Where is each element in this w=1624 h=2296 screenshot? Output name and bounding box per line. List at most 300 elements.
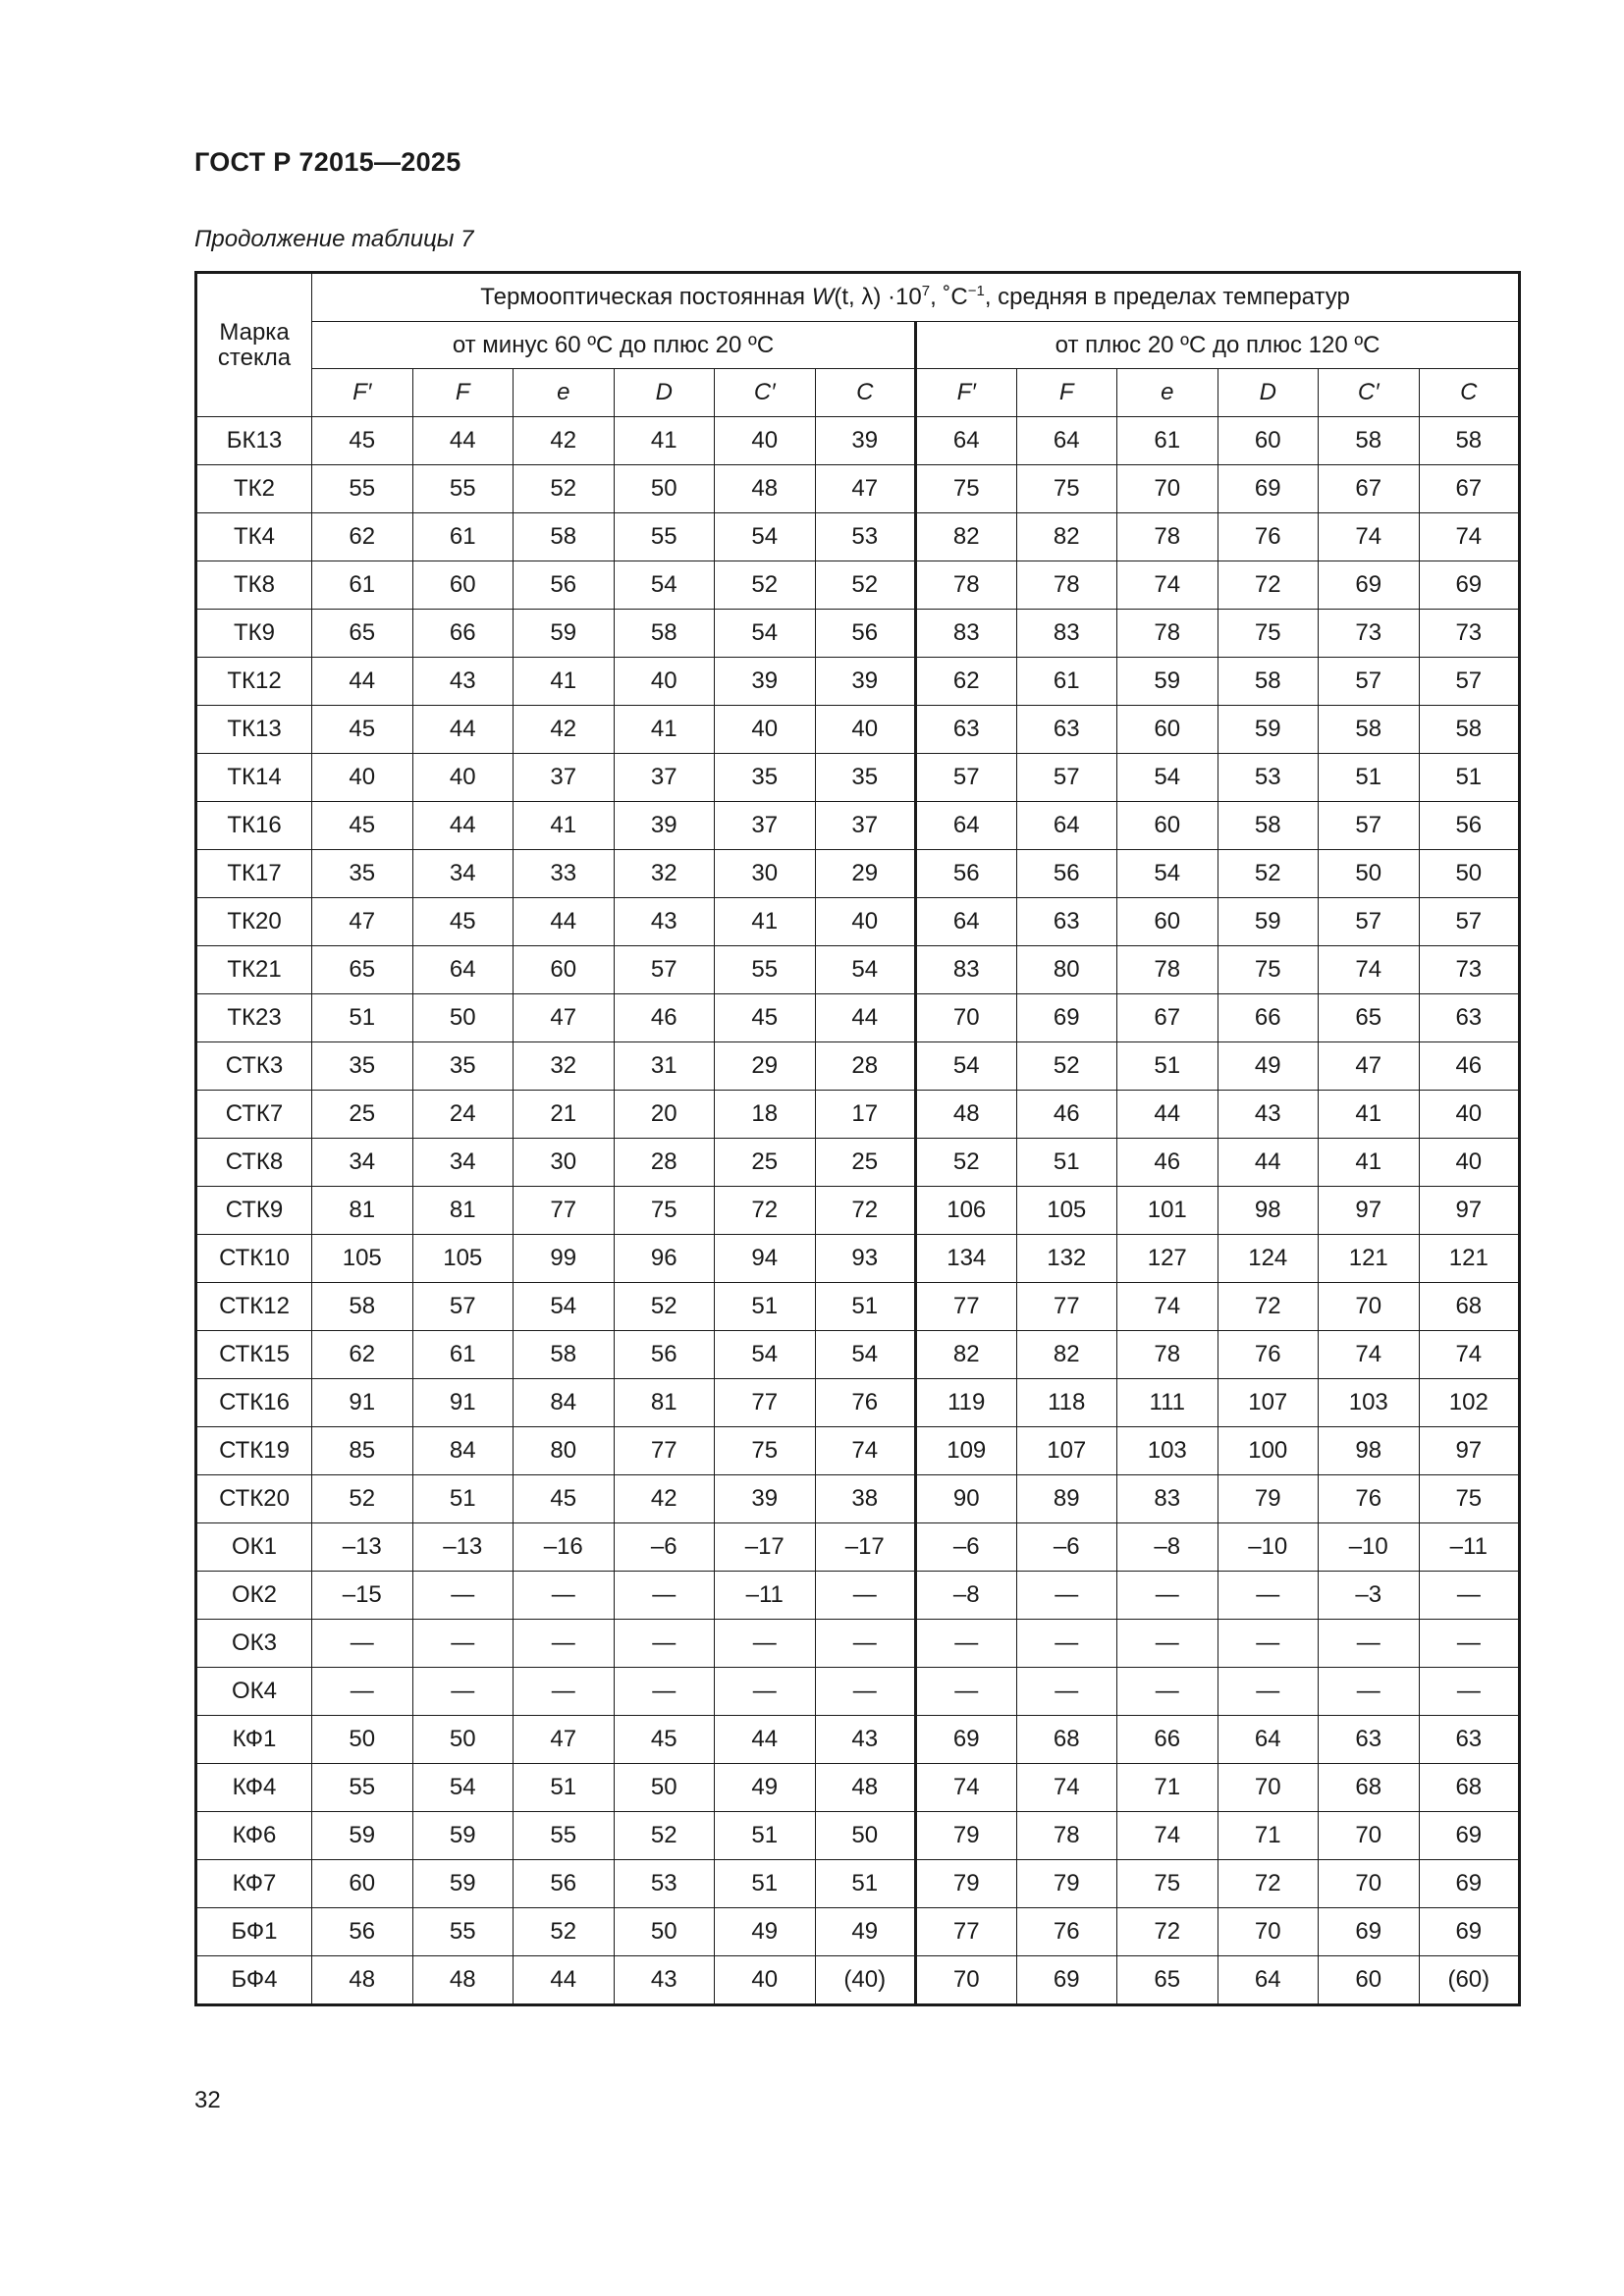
value-cell: 101 <box>1117 1187 1218 1235</box>
value-cell: 52 <box>614 1812 715 1860</box>
value-cell: 64 <box>916 417 1017 465</box>
value-cell: 65 <box>312 610 413 658</box>
value-cell: 83 <box>1117 1475 1218 1523</box>
glass-grade-cell: ТК12 <box>196 658 312 706</box>
value-cell: 50 <box>412 994 514 1042</box>
value-cell: 39 <box>815 658 916 706</box>
document-code: ГОСТ Р 72015—2025 <box>194 147 461 177</box>
value-cell: 57 <box>1016 754 1117 802</box>
value-cell: 43 <box>1218 1091 1319 1139</box>
value-cell: 42 <box>614 1475 715 1523</box>
value-cell: — <box>1218 1668 1319 1716</box>
value-cell: 57 <box>916 754 1017 802</box>
table-row <box>196 1620 1520 1668</box>
spectral-line-header: e <box>1117 369 1218 417</box>
table-header-row-title <box>196 273 1520 322</box>
value-cell: 76 <box>1218 1331 1319 1379</box>
value-cell: –17 <box>715 1523 816 1572</box>
table-row <box>196 802 1520 850</box>
value-cell: 69 <box>1419 561 1520 610</box>
value-cell: –6 <box>1016 1523 1117 1572</box>
value-cell: 59 <box>1117 658 1218 706</box>
value-cell: 82 <box>916 513 1017 561</box>
value-cell: 52 <box>514 1908 615 1956</box>
value-cell: 46 <box>1419 1042 1520 1091</box>
value-cell: 74 <box>1319 946 1420 994</box>
value-cell: 64 <box>1218 1716 1319 1764</box>
value-cell: 54 <box>1117 850 1218 898</box>
value-cell: 55 <box>614 513 715 561</box>
value-cell: 40 <box>1419 1139 1520 1187</box>
value-cell: 56 <box>1419 802 1520 850</box>
value-cell: 107 <box>1016 1427 1117 1475</box>
glass-grade-cell: ОК3 <box>196 1620 312 1668</box>
value-cell: 79 <box>1016 1860 1117 1908</box>
value-cell: –3 <box>1319 1572 1420 1620</box>
table-row <box>196 898 1520 946</box>
value-cell: 74 <box>1419 513 1520 561</box>
glass-grade-cell: ТК23 <box>196 994 312 1042</box>
value-cell: 55 <box>715 946 816 994</box>
value-cell: 38 <box>815 1475 916 1523</box>
value-cell: 64 <box>916 802 1017 850</box>
value-cell: 28 <box>614 1139 715 1187</box>
glass-grade-cell: ТК20 <box>196 898 312 946</box>
value-cell: 67 <box>1117 994 1218 1042</box>
value-cell: 68 <box>1419 1283 1520 1331</box>
value-cell: 51 <box>815 1860 916 1908</box>
value-cell: 60 <box>514 946 615 994</box>
value-cell: 51 <box>1016 1139 1117 1187</box>
value-cell: 35 <box>815 754 916 802</box>
value-cell: 41 <box>514 802 615 850</box>
value-cell: 57 <box>1319 658 1420 706</box>
value-cell: 56 <box>312 1908 413 1956</box>
value-cell: 40 <box>715 1956 816 2005</box>
value-cell: 124 <box>1218 1235 1319 1283</box>
value-cell: 47 <box>514 994 615 1042</box>
value-cell: 121 <box>1319 1235 1420 1283</box>
value-cell: 35 <box>312 850 413 898</box>
value-cell: 49 <box>1218 1042 1319 1091</box>
value-cell: 20 <box>614 1091 715 1139</box>
table-row <box>196 946 1520 994</box>
value-cell: 40 <box>815 898 916 946</box>
value-cell: 59 <box>1218 898 1319 946</box>
value-cell: — <box>614 1668 715 1716</box>
value-cell: 30 <box>514 1139 615 1187</box>
value-cell: 71 <box>1218 1812 1319 1860</box>
value-cell: 37 <box>715 802 816 850</box>
value-cell: 66 <box>412 610 514 658</box>
value-cell: 64 <box>1016 802 1117 850</box>
table-row <box>196 1235 1520 1283</box>
value-cell: 69 <box>1419 1908 1520 1956</box>
glass-grade-header: Марка стекла <box>196 273 312 417</box>
title-unit-exponent: −1 <box>967 283 985 299</box>
value-cell: 51 <box>1319 754 1420 802</box>
value-cell: 40 <box>715 417 816 465</box>
table-row <box>196 1764 1520 1812</box>
value-cell: — <box>1319 1620 1420 1668</box>
title-suffix: , средняя в пределах температур <box>984 284 1350 310</box>
value-cell: 91 <box>312 1379 413 1427</box>
value-cell: — <box>614 1572 715 1620</box>
value-cell: — <box>1016 1572 1117 1620</box>
value-cell: 83 <box>916 610 1017 658</box>
value-cell: 74 <box>815 1427 916 1475</box>
value-cell: 45 <box>412 898 514 946</box>
value-cell: 69 <box>1419 1860 1520 1908</box>
glass-grade-cell: КФ6 <box>196 1812 312 1860</box>
value-cell: –16 <box>514 1523 615 1572</box>
value-cell: 64 <box>1016 417 1117 465</box>
value-cell: 78 <box>1117 610 1218 658</box>
value-cell: –11 <box>715 1572 816 1620</box>
value-cell: 47 <box>815 465 916 513</box>
title-multiplier: ·10 <box>881 284 922 310</box>
glass-grade-cell: БФ1 <box>196 1908 312 1956</box>
value-cell: 79 <box>1218 1475 1319 1523</box>
value-cell: 70 <box>1319 1860 1420 1908</box>
glass-grade-cell: КФ7 <box>196 1860 312 1908</box>
value-cell: 55 <box>412 1908 514 1956</box>
value-cell: 71 <box>1117 1764 1218 1812</box>
value-cell: 75 <box>1218 610 1319 658</box>
value-cell: 41 <box>614 417 715 465</box>
value-cell: 45 <box>312 417 413 465</box>
value-cell: 63 <box>1016 898 1117 946</box>
value-cell: 132 <box>1016 1235 1117 1283</box>
value-cell: 43 <box>412 658 514 706</box>
value-cell: — <box>916 1668 1017 1716</box>
value-cell: 44 <box>514 1956 615 2005</box>
value-cell: 77 <box>916 1908 1017 1956</box>
value-cell: 75 <box>715 1427 816 1475</box>
value-cell: — <box>1117 1572 1218 1620</box>
value-cell: — <box>1218 1620 1319 1668</box>
table-row <box>196 850 1520 898</box>
table-row <box>196 1331 1520 1379</box>
value-cell: 70 <box>1319 1283 1420 1331</box>
value-cell: 57 <box>1419 898 1520 946</box>
value-cell: 44 <box>715 1716 816 1764</box>
table-body <box>196 417 1520 2005</box>
value-cell: — <box>412 1620 514 1668</box>
value-cell: –11 <box>1419 1523 1520 1572</box>
spectral-line-header: C′ <box>715 369 816 417</box>
value-cell: 42 <box>514 417 615 465</box>
value-cell: –6 <box>916 1523 1017 1572</box>
value-cell: 82 <box>916 1331 1017 1379</box>
value-cell: 55 <box>312 465 413 513</box>
value-cell: 39 <box>614 802 715 850</box>
value-cell: 54 <box>916 1042 1017 1091</box>
value-cell: 45 <box>614 1716 715 1764</box>
value-cell: 56 <box>514 1860 615 1908</box>
value-cell: 48 <box>312 1956 413 2005</box>
value-cell: 55 <box>514 1812 615 1860</box>
value-cell: — <box>412 1572 514 1620</box>
value-cell: 73 <box>1319 610 1420 658</box>
value-cell: 58 <box>1319 417 1420 465</box>
value-cell: 72 <box>1218 561 1319 610</box>
value-cell: 31 <box>614 1042 715 1091</box>
value-cell: 81 <box>614 1379 715 1427</box>
value-cell: 40 <box>412 754 514 802</box>
spectral-line-header: D <box>1218 369 1319 417</box>
value-cell: –17 <box>815 1523 916 1572</box>
spectral-line-header: C′ <box>1319 369 1420 417</box>
table-row <box>196 1860 1520 1908</box>
value-cell: 96 <box>614 1235 715 1283</box>
value-cell: 18 <box>715 1091 816 1139</box>
value-cell: 56 <box>1016 850 1117 898</box>
table-row <box>196 1572 1520 1620</box>
glass-grade-cell: СТК20 <box>196 1475 312 1523</box>
title-exponent: 7 <box>921 283 931 299</box>
value-cell: 51 <box>815 1283 916 1331</box>
value-cell: 66 <box>1218 994 1319 1042</box>
value-cell: 97 <box>1419 1187 1520 1235</box>
value-cell: 29 <box>715 1042 816 1091</box>
value-cell: 75 <box>916 465 1017 513</box>
value-cell: 52 <box>916 1139 1017 1187</box>
value-cell: 54 <box>514 1283 615 1331</box>
value-cell: 58 <box>1419 417 1520 465</box>
value-cell: 44 <box>514 898 615 946</box>
table-row <box>196 1091 1520 1139</box>
glass-grade-cell: ТК17 <box>196 850 312 898</box>
value-cell: –8 <box>916 1572 1017 1620</box>
value-cell: 60 <box>312 1860 413 1908</box>
value-cell: 59 <box>412 1860 514 1908</box>
value-cell: 127 <box>1117 1235 1218 1283</box>
value-cell: — <box>1117 1668 1218 1716</box>
value-cell: 56 <box>614 1331 715 1379</box>
value-cell: 44 <box>412 802 514 850</box>
value-cell: — <box>514 1620 615 1668</box>
spectral-line-header: F <box>412 369 514 417</box>
value-cell: –15 <box>312 1572 413 1620</box>
glass-grade-cell: СТК16 <box>196 1379 312 1427</box>
table-row <box>196 1716 1520 1764</box>
value-cell: 45 <box>312 706 413 754</box>
value-cell: 74 <box>1117 1812 1218 1860</box>
value-cell: 58 <box>1419 706 1520 754</box>
table-row <box>196 1668 1520 1716</box>
value-cell: 58 <box>1218 802 1319 850</box>
value-cell: 66 <box>1117 1716 1218 1764</box>
value-cell: 65 <box>312 946 413 994</box>
table-caption: Продолжение таблицы 7 <box>194 226 474 252</box>
glass-grade-cell: СТК7 <box>196 1091 312 1139</box>
value-cell: 50 <box>614 1908 715 1956</box>
value-cell: 78 <box>1016 561 1117 610</box>
value-cell: 24 <box>412 1091 514 1139</box>
value-cell: 59 <box>514 610 615 658</box>
value-cell: 40 <box>715 706 816 754</box>
value-cell: –10 <box>1319 1523 1420 1572</box>
value-cell: 119 <box>916 1379 1017 1427</box>
value-cell: 52 <box>312 1475 413 1523</box>
value-cell: 58 <box>514 513 615 561</box>
value-cell: 105 <box>412 1235 514 1283</box>
value-cell: 78 <box>1117 513 1218 561</box>
value-cell: 51 <box>715 1860 816 1908</box>
value-cell: 63 <box>1016 706 1117 754</box>
value-cell: 51 <box>312 994 413 1042</box>
value-cell: 73 <box>1419 610 1520 658</box>
table-title-header <box>312 273 1520 322</box>
title-args: (t, λ) <box>834 284 882 310</box>
value-cell: 81 <box>412 1187 514 1235</box>
value-cell: 49 <box>715 1764 816 1812</box>
value-cell: 25 <box>312 1091 413 1139</box>
value-cell: 52 <box>1016 1042 1117 1091</box>
table-row <box>196 610 1520 658</box>
value-cell: 37 <box>614 754 715 802</box>
value-cell: 63 <box>1419 1716 1520 1764</box>
value-cell: (40) <box>815 1956 916 2005</box>
value-cell: 40 <box>614 658 715 706</box>
value-cell: — <box>1419 1572 1520 1620</box>
value-cell: 74 <box>1117 1283 1218 1331</box>
value-cell: 75 <box>1218 946 1319 994</box>
value-cell: 84 <box>514 1379 615 1427</box>
table-row <box>196 1187 1520 1235</box>
thermo-optical-constant-table <box>194 271 1521 2006</box>
value-cell: — <box>715 1620 816 1668</box>
value-cell: 51 <box>715 1812 816 1860</box>
value-cell: 76 <box>1319 1475 1420 1523</box>
value-cell: 41 <box>614 706 715 754</box>
value-cell: 43 <box>614 1956 715 2005</box>
glass-grade-cell: СТК10 <box>196 1235 312 1283</box>
value-cell: 61 <box>412 1331 514 1379</box>
value-cell: 77 <box>514 1187 615 1235</box>
value-cell: 52 <box>614 1283 715 1331</box>
value-cell: 56 <box>514 561 615 610</box>
value-cell: 68 <box>1419 1764 1520 1812</box>
table-row <box>196 1908 1520 1956</box>
value-cell: 72 <box>1218 1860 1319 1908</box>
glass-grade-cell: ТК9 <box>196 610 312 658</box>
value-cell: 32 <box>514 1042 615 1091</box>
value-cell: 29 <box>815 850 916 898</box>
value-cell: 65 <box>1117 1956 1218 2005</box>
value-cell: 53 <box>614 1860 715 1908</box>
value-cell: 60 <box>412 561 514 610</box>
value-cell: 61 <box>412 513 514 561</box>
value-cell: 41 <box>715 898 816 946</box>
value-cell: 78 <box>916 561 1017 610</box>
value-cell: 70 <box>1218 1908 1319 1956</box>
value-cell: 79 <box>916 1860 1017 1908</box>
value-cell: 63 <box>916 706 1017 754</box>
glass-grade-cell: ТК2 <box>196 465 312 513</box>
value-cell: 44 <box>1117 1091 1218 1139</box>
title-prefix: Термооптическая постоянная <box>480 284 812 310</box>
value-cell: 80 <box>514 1427 615 1475</box>
table-row <box>196 1427 1520 1475</box>
value-cell: 51 <box>1117 1042 1218 1091</box>
value-cell: 69 <box>1419 1812 1520 1860</box>
value-cell: 53 <box>1218 754 1319 802</box>
value-cell: 43 <box>815 1716 916 1764</box>
value-cell: 72 <box>1218 1283 1319 1331</box>
value-cell: — <box>312 1620 413 1668</box>
value-cell: 50 <box>412 1716 514 1764</box>
value-cell: 75 <box>614 1187 715 1235</box>
value-cell: 106 <box>916 1187 1017 1235</box>
value-cell: 41 <box>514 658 615 706</box>
value-cell: 64 <box>916 898 1017 946</box>
glass-grade-cell: ОК1 <box>196 1523 312 1572</box>
table-row <box>196 513 1520 561</box>
value-cell: 90 <box>916 1475 1017 1523</box>
title-unit-sep: , <box>930 284 944 310</box>
value-cell: 94 <box>715 1235 816 1283</box>
value-cell: –13 <box>412 1523 514 1572</box>
glass-grade-cell: ОК4 <box>196 1668 312 1716</box>
value-cell: 105 <box>312 1235 413 1283</box>
value-cell: 60 <box>1117 706 1218 754</box>
value-cell: (60) <box>1419 1956 1520 2005</box>
value-cell: 52 <box>715 561 816 610</box>
value-cell: — <box>514 1572 615 1620</box>
value-cell: 60 <box>1319 1956 1420 2005</box>
glass-grade-cell: ТК8 <box>196 561 312 610</box>
value-cell: 60 <box>1218 417 1319 465</box>
page-number: 32 <box>194 2087 221 2113</box>
glass-grade-cell: БК13 <box>196 417 312 465</box>
glass-grade-cell: ТК13 <box>196 706 312 754</box>
glass-grade-cell: СТК12 <box>196 1283 312 1331</box>
value-cell: 51 <box>1419 754 1520 802</box>
value-cell: –6 <box>614 1523 715 1572</box>
value-cell: 91 <box>412 1379 514 1427</box>
glass-grade-cell: СТК8 <box>196 1139 312 1187</box>
value-cell: 121 <box>1419 1235 1520 1283</box>
value-cell: 70 <box>1319 1812 1420 1860</box>
value-cell: 34 <box>412 850 514 898</box>
value-cell: 98 <box>1218 1187 1319 1235</box>
table-row <box>196 1812 1520 1860</box>
value-cell: — <box>312 1668 413 1716</box>
table-row <box>196 1379 1520 1427</box>
value-cell: 51 <box>412 1475 514 1523</box>
value-cell: 37 <box>815 802 916 850</box>
value-cell: 44 <box>412 417 514 465</box>
value-cell: 57 <box>1419 658 1520 706</box>
value-cell: — <box>514 1668 615 1716</box>
value-cell: 69 <box>1016 1956 1117 2005</box>
value-cell: 62 <box>312 513 413 561</box>
value-cell: 52 <box>815 561 916 610</box>
value-cell: 45 <box>715 994 816 1042</box>
value-cell: 75 <box>1016 465 1117 513</box>
value-cell: 102 <box>1419 1379 1520 1427</box>
value-cell: 49 <box>815 1908 916 1956</box>
value-cell: 40 <box>815 706 916 754</box>
value-cell: 44 <box>1218 1139 1319 1187</box>
value-cell: 53 <box>815 513 916 561</box>
value-cell: 70 <box>916 1956 1017 2005</box>
value-cell: 50 <box>312 1716 413 1764</box>
value-cell: — <box>1419 1620 1520 1668</box>
value-cell: 34 <box>412 1139 514 1187</box>
